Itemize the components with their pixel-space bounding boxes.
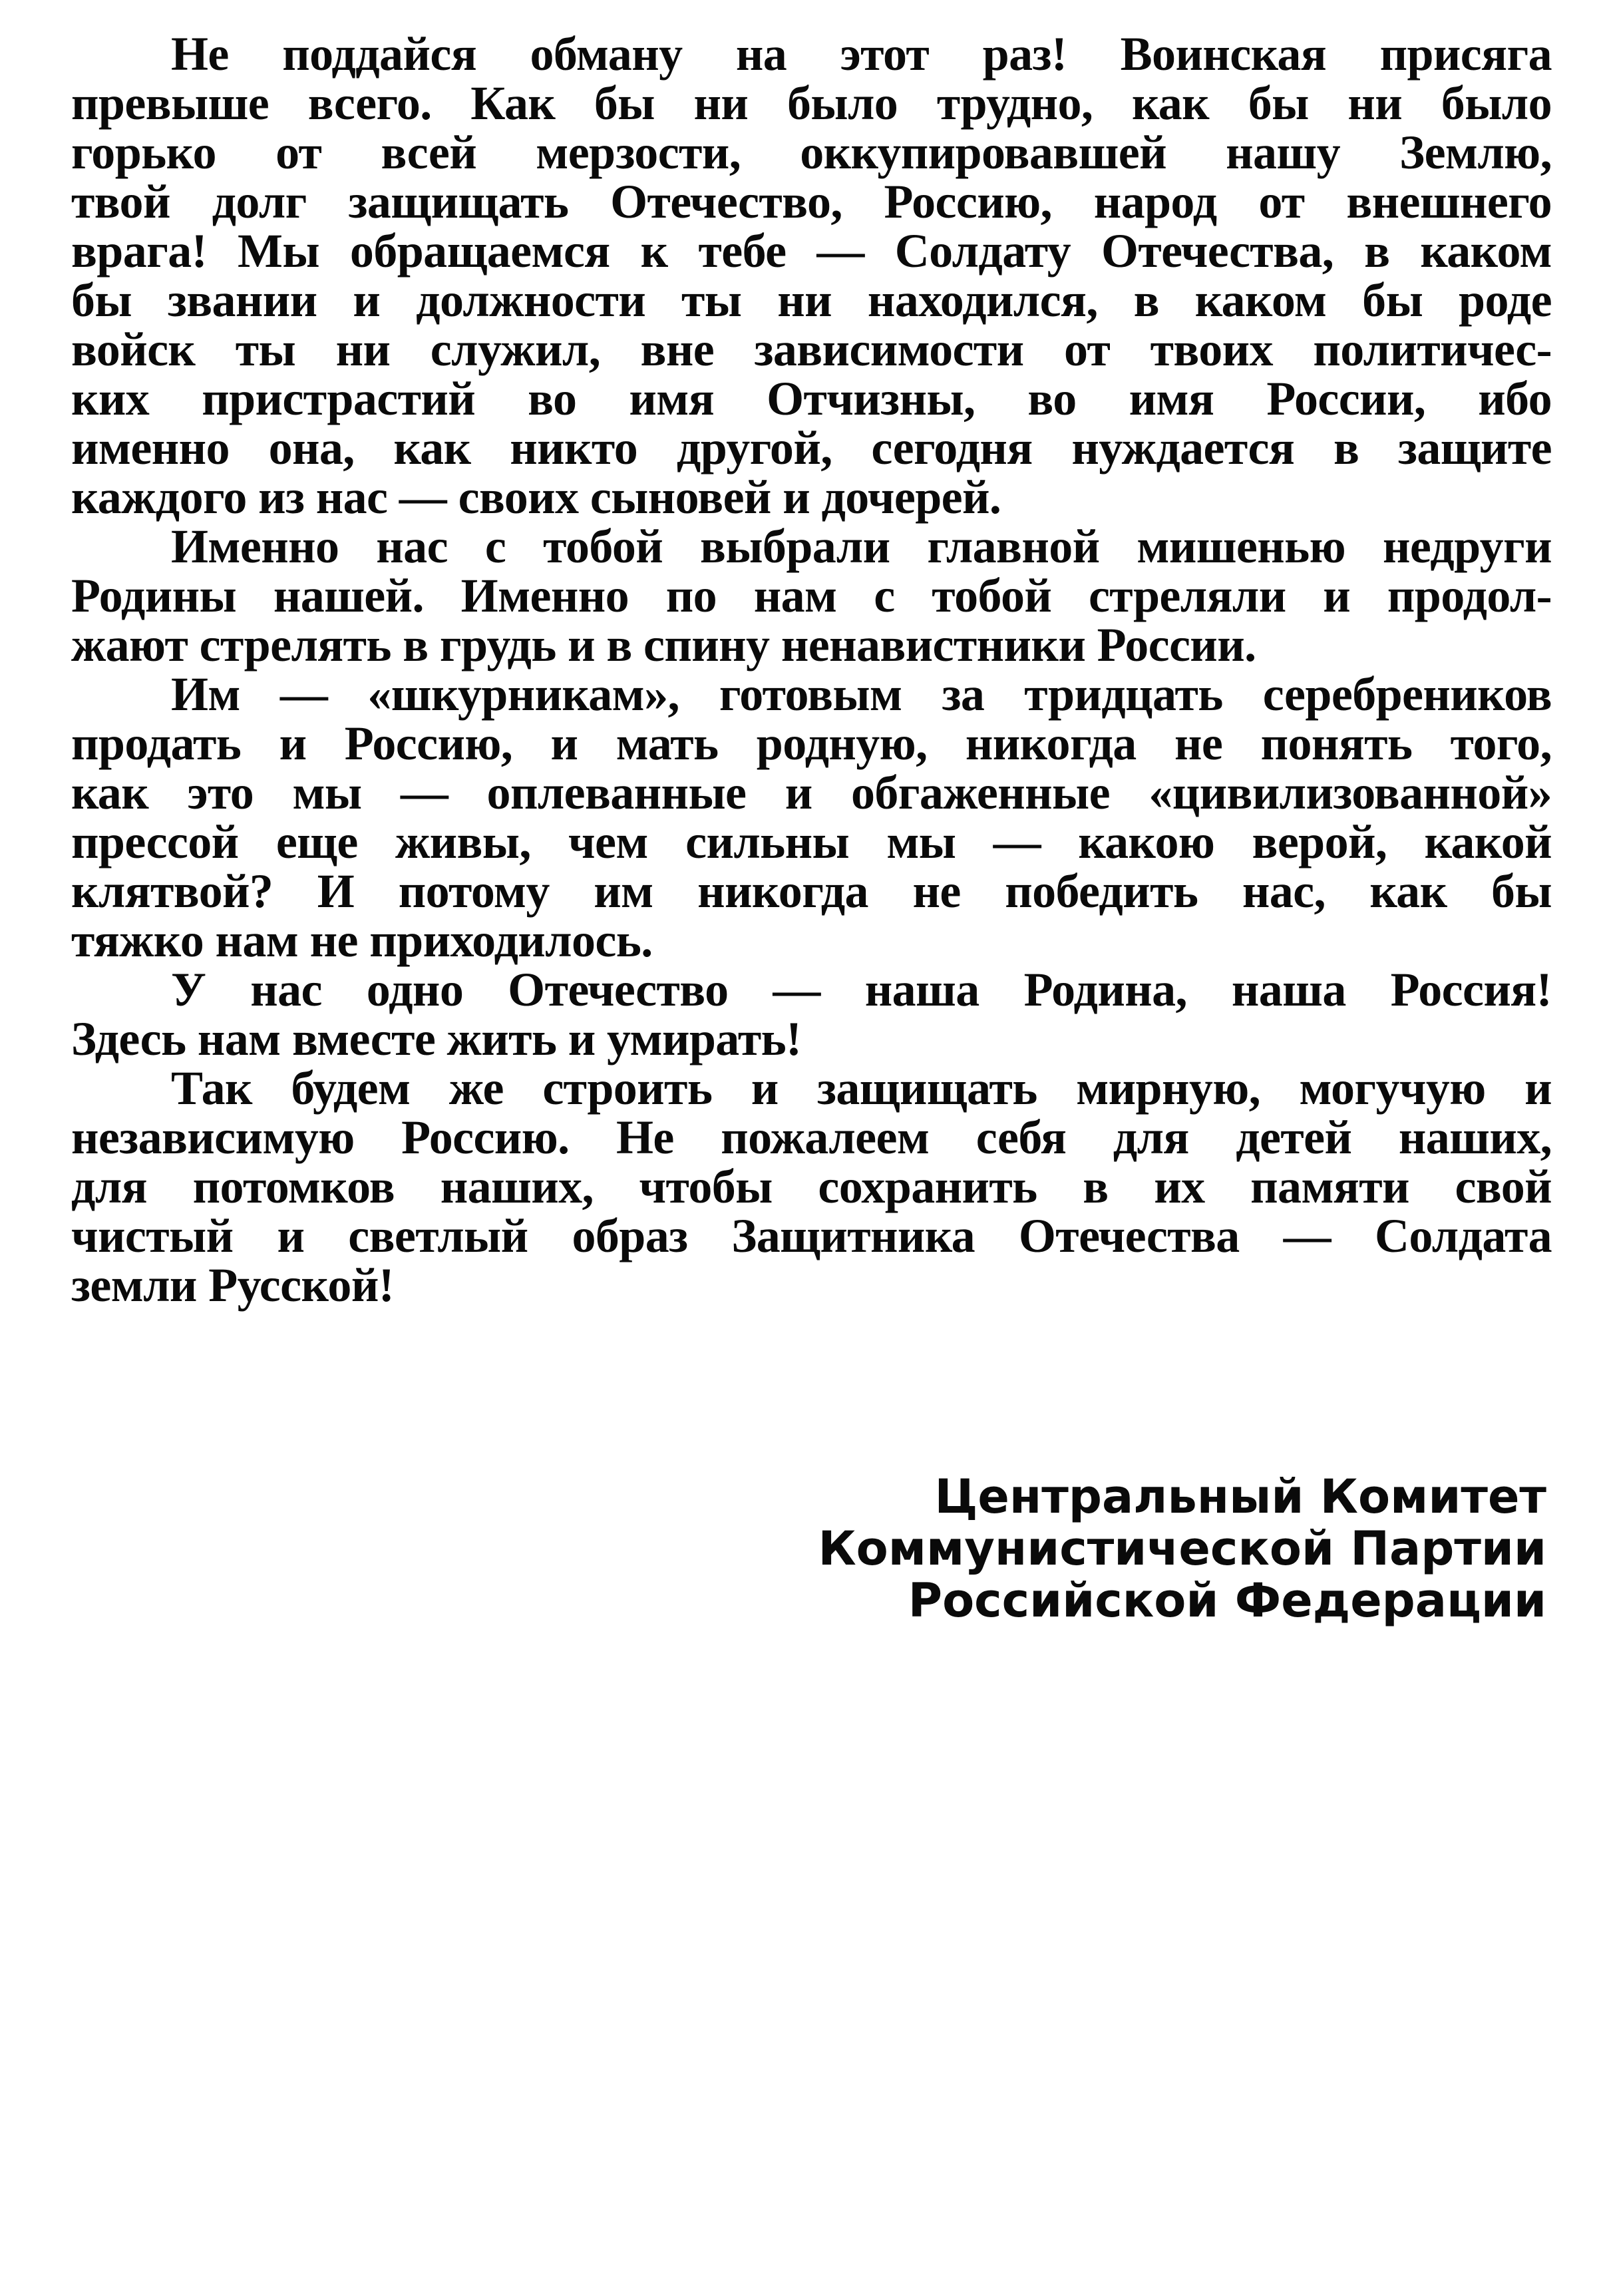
text-line: горько от всей мерзости, оккупировавшей нашу Землю, bbox=[71, 126, 1552, 179]
text-line: прессой еще живы, чем сильны мы — какою верой, какой bbox=[71, 815, 1552, 868]
text-line: ких пристрастий во имя Отчизны, во имя России, ибо bbox=[71, 372, 1552, 425]
text-line: Родины нашей. Именно по нам с тобой стреляли и продол- bbox=[71, 569, 1552, 622]
text-line: чистый и светлый образ Защитника Отечества — Солдата bbox=[71, 1209, 1552, 1262]
text-line: жают стрелять в грудь и в спину ненавистники России. bbox=[71, 618, 1256, 671]
text-line: именно она, как никто другой, сегодня нуждается в защите bbox=[71, 421, 1552, 475]
signature-line: Центральный Комитет bbox=[934, 1469, 1546, 1524]
text-line: Именно нас с тобой выбрали главной мишенью недруги bbox=[171, 520, 1552, 573]
text-line: тяжко нам не приходилось. bbox=[71, 914, 653, 967]
appeal-text bbox=[71, 29, 1552, 1310]
text-line: как это мы — оплеванные и обгаженные «цивилизованной» bbox=[71, 766, 1552, 819]
text-line: войск ты ни служил, вне зависимости от твоих политичес- bbox=[71, 323, 1552, 376]
text-line: Им — «шкурникам», готовым за тридцать серебреников bbox=[171, 668, 1552, 721]
text-line: независимую Россию. Не пожалеем себя для детей наших, bbox=[71, 1111, 1552, 1164]
signature-line: Коммунистической Партии bbox=[818, 1521, 1546, 1576]
text-line: У нас одно Отечество — наша Родина, наша Россия! bbox=[171, 963, 1552, 1016]
text-line: бы звании и должности ты ни находился, в каком бы роде bbox=[71, 274, 1552, 327]
text-line: каждого из нас — своих сыновей и дочерей. bbox=[71, 471, 1001, 524]
text-line: продать и Россию, и мать родную, никогда не понять того, bbox=[71, 717, 1552, 770]
text-line: земли Русской! bbox=[71, 1258, 395, 1312]
text-line: врага! Мы обращаемся к тебе — Солдату Отечества, в каком bbox=[71, 224, 1552, 278]
signature-block bbox=[615, 1471, 1546, 1626]
text-line: Не поддайся обману на этот раз! Воинская присяга bbox=[171, 27, 1552, 81]
text-line: превыше всего. Как бы ни было трудно, как бы ни было bbox=[71, 77, 1552, 130]
text-line: клятвой? И потому им никогда не победить нас, как бы bbox=[71, 864, 1552, 918]
signature-line: Российской Федерации bbox=[908, 1573, 1546, 1628]
text-line: Так будем же строить и защищать мирную, могучую и bbox=[171, 1061, 1552, 1115]
text-line: для потомков наших, чтобы сохранить в их памяти свой bbox=[71, 1160, 1552, 1213]
text-line: твой долг защищать Отечество, Россию, народ от внешнего bbox=[71, 175, 1552, 228]
text-line: Здесь нам вместе жить и умирать! bbox=[71, 1012, 802, 1065]
